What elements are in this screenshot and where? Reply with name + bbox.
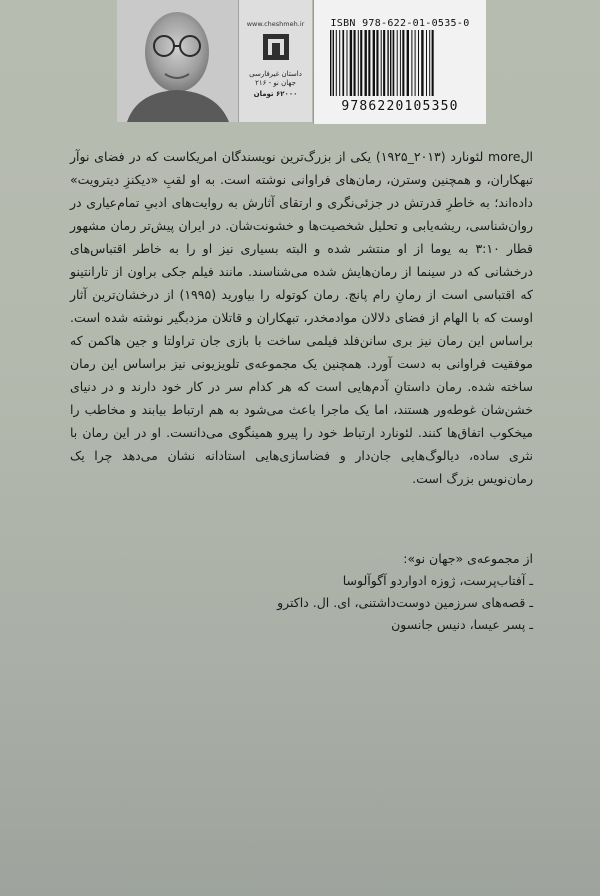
barcode-bar	[432, 30, 434, 96]
barcode-bar	[336, 30, 337, 96]
series-number: جهان نو - ۲۱۶	[255, 78, 296, 87]
barcode-box	[313, 0, 486, 124]
barcode-bar	[360, 30, 362, 96]
barcode-bar	[387, 30, 388, 96]
series-item: ـ پسر عیسا، دنیس جانسون	[391, 617, 533, 632]
barcode-bar	[418, 30, 419, 96]
barcode-bar	[390, 30, 391, 96]
barcode-bar	[421, 30, 423, 96]
barcode-bar	[339, 30, 340, 96]
barcode-bar	[376, 30, 378, 96]
publisher-url: www.cheshmeh.ir	[246, 20, 305, 28]
author-portrait-image	[117, 0, 238, 122]
cheshmeh-logo-icon	[261, 32, 291, 62]
series-item: ـ آفتاب‌پرست، ژوزه ادواردو آگوآلوسا	[342, 573, 533, 588]
barcode-bar	[397, 30, 398, 96]
barcode-bar	[415, 30, 416, 96]
author-photo	[117, 0, 238, 122]
barcode-bar	[426, 30, 427, 96]
barcode-bar	[368, 30, 370, 96]
barcode-bar	[354, 30, 356, 96]
barcode-bar	[373, 30, 375, 96]
barcode-bar	[393, 30, 395, 96]
barcode-bar	[383, 30, 385, 96]
isbn-text: ISBN 978-622-01-0535-0	[330, 18, 470, 29]
series-label: داستان غیرفارسی	[249, 70, 302, 78]
barcode-bar	[402, 30, 404, 96]
barcode-bar	[342, 30, 344, 96]
barcode-bar	[358, 30, 359, 96]
publisher-box	[238, 0, 312, 122]
price: ۶۲۰۰۰ تومان	[253, 89, 298, 98]
blurb-text: الmore لئونارد (۲۰۱۳_۱۹۲۵) یکی از بزرگ‌ترین نویسندگان امریکاست که در فضای نوآر تبهکاران، و همچنین وسترن، رمان‌های فراوانی نوشته است. به او لقبِ «دیکنزِ دیترویت» داده‌اند؛ به خاطرِ قدرتش در جزئی‌نگری و ارتقای آثارش به روایت‌های ادبیِ تمام‌عیاری در روان‌شناسی، ریشه‌یابی و تحلیل شخصیت‌ها و خشونت‌شان. در ایران پیش‌تر رمان مشهور قطار ۳:۱۰ به یوما از او منتشر شده و البته بسیاری نیز او را به خاطر اقتباس‌های درخشانی که در سینما از رمان‌هایش شده می‌شناسند. مانند فیلم جکی براون از تارانتینو که اقتباسی است از رمانِ رام پانچ. رمان کوتوله را بیاورید (۱۹۹۵) از درخشان‌ترین آثار اوست که با الهام از فضای دلالان موادمخدر، تبهکاران و قاتلان مزدبگیر نوشته شده است. براساس این رمان نیز بری سانن‌فلد فیلمی ساخت با بازی جان تراولتا و جین هاکمن که موفقیت فراوانی به دست آورد. همچنین یک مجموعه‌ی تلویزیونی نیز براساس این رمان ساخته شده. رمان داستانِ آدم‌هایی است که هر کدام سر در کار خود دارند و در دنیای خشن‌شان غوطه‌ور هستند، اما یک ماجرا باعث می‌شود به هم ارتباط بیابند و مخاطب را میخکوب اتفاق‌ها کنند. لئونارد ارتباط خود را پیرو همینگوی می‌دانست. او در این رمان با نثری ساده، دیالوگ‌هایی جان‌دار و فضاسازی‌هایی استادانه نشان می‌دهد چرا یک رمان‌نویس بزرگ است.	[70, 149, 533, 486]
barcode-bar	[350, 30, 352, 96]
barcode-digits: 9786220105350	[341, 99, 459, 114]
series-list	[110, 548, 533, 636]
barcode-bar	[407, 30, 409, 96]
barcode-bar	[400, 30, 401, 96]
series-item: ـ قصه‌های سرزمین دوست‌داشتنی، ای. ال. داکترو	[277, 595, 533, 610]
barcode-bar	[347, 30, 348, 96]
publisher-logo	[261, 32, 291, 66]
series-heading: از مجموعه‌ی «جهان نو»:	[403, 551, 533, 566]
barcode-icon	[328, 30, 472, 96]
barcode-bar	[365, 30, 367, 96]
barcode-bar	[333, 30, 334, 96]
barcode-bar	[429, 30, 430, 96]
barcode-bar	[381, 30, 382, 96]
barcode-bar	[330, 30, 331, 96]
barcode-bar	[411, 30, 412, 96]
